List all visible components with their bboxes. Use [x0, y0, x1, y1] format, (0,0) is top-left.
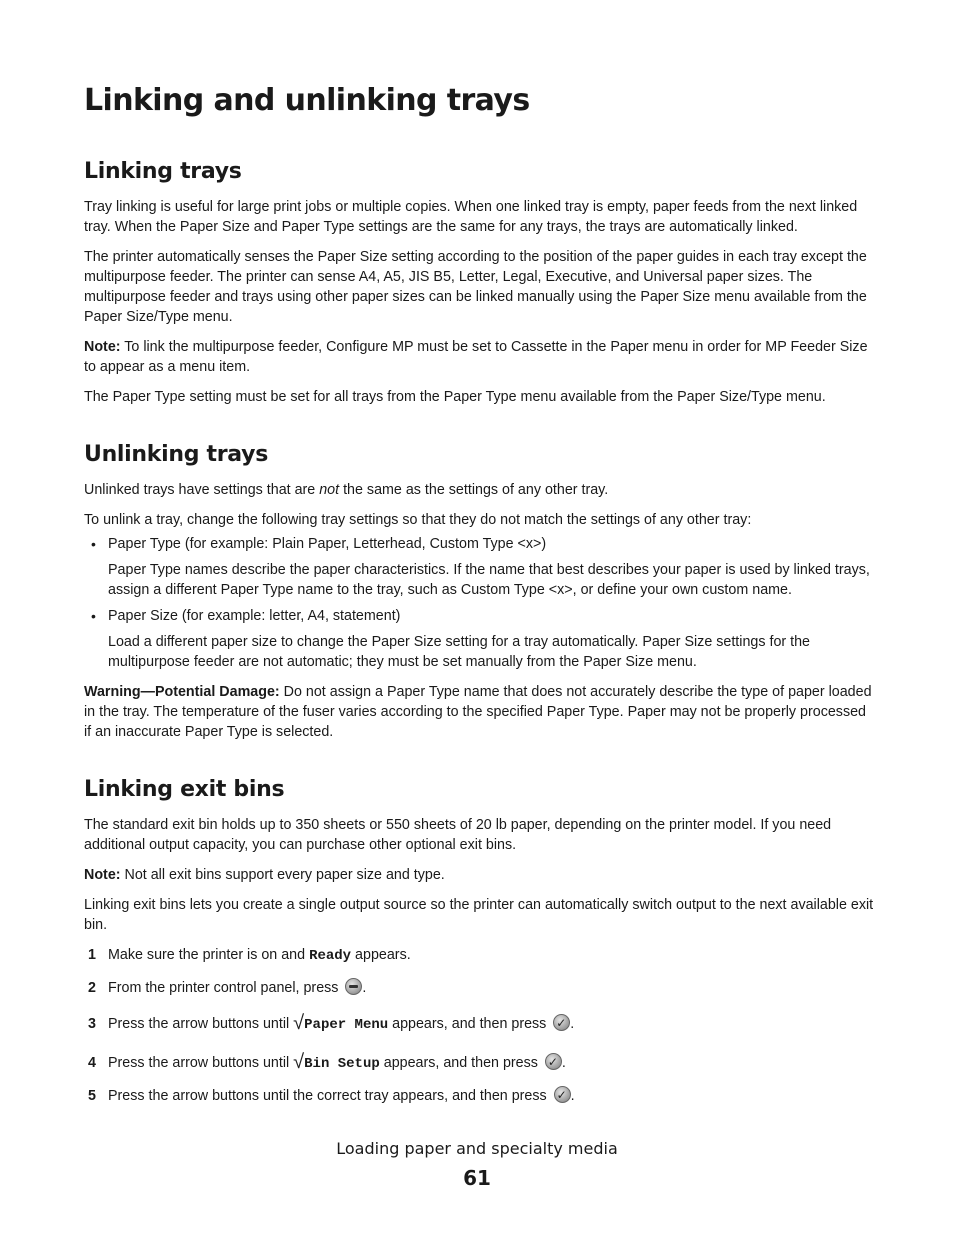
step-number: 3: [88, 1016, 96, 1032]
step-text: Make sure the printer is on and: [108, 947, 310, 963]
text: the same as the settings of any other tray.: [339, 482, 609, 498]
footer-section-title: Loading paper and specialty media: [336, 1139, 618, 1158]
checkmark-icon: √: [293, 1012, 305, 1034]
note-text: Not all exit bins support every paper size and type.: [120, 867, 445, 883]
step-text: Press the arrow buttons until: [108, 1016, 294, 1032]
bullet-list: [84, 534, 874, 672]
note-text: To link the multipurpose feeder, Configure MP must be set to Cassette in the Paper menu in order for MP Feeder Size to appear as a menu item.: [84, 339, 868, 375]
step-text: Press the arrow buttons until the correct tray appears, and then press: [108, 1088, 551, 1104]
note: [84, 865, 874, 885]
page-number: 61: [463, 1166, 491, 1190]
step-text: From the printer control panel, press: [108, 980, 343, 996]
paragraph: Tray linking is useful for large print jobs or multiple copies. When one linked tray is empty, paper feeds from the next linked tray. When the Paper Size and Paper Type settings are the same for any trays, the trays are automatically linked.: [84, 199, 858, 235]
text: Unlinked trays have settings that are: [84, 482, 320, 498]
paragraph: The standard exit bin holds up to 350 sheets or 550 sheets of 20 lb paper, depending on the printer model. If you need additional output capacity, you can purchase other optional exit bins.: [84, 817, 832, 853]
note-label: Note:: [84, 339, 121, 355]
step-text: .: [570, 1088, 575, 1104]
paragraph: To unlink a tray, change the following tray settings so that they do not match the settings of any other tray:: [84, 512, 752, 528]
list-item-detail: Load a different paper size to change the Paper Size setting for a tray automatically. Paper Size settings for the multipurpose feeder are not automatic; they must be set manually from the Paper Size menu.: [108, 634, 811, 670]
page-content: [84, 82, 874, 1118]
step-number: 1: [88, 947, 96, 963]
heading-linking-trays: Linking trays: [84, 159, 242, 184]
step-number: 4: [88, 1055, 96, 1071]
bullet: •: [91, 536, 96, 552]
step-2: [88, 978, 874, 998]
list-item: [91, 606, 874, 672]
list-item-detail: Paper Type names describe the paper characteristics. If the name that best describes your paper is used by linked trays, assign a different Paper Type name to the tray, such as Custom Type <x>, or define your own custom name.: [108, 562, 870, 598]
paragraph: The printer automatically senses the Paper Size setting according to the position of the paper guides in each tray except the multipurpose feeder. The printer can sense A4, A5, JIS B5, Letter, Legal, Executive, and Universal paper sizes. The multipurpose feeder and trays using other paper sizes can be linked manually using the Paper Size menu available from the Paper Size/Type menu.: [84, 249, 867, 325]
page-title: Linking and unlinking trays: [84, 83, 530, 118]
heading-unlinking-trays: Unlinking trays: [84, 442, 268, 467]
note: [84, 337, 874, 377]
step-text: .: [561, 1055, 566, 1071]
step-text: Press the arrow buttons until: [108, 1055, 294, 1071]
step-3: [88, 1012, 874, 1035]
heading-linking-exit-bins: Linking exit bins: [84, 777, 285, 802]
bullet: •: [91, 608, 96, 624]
step-number: 2: [88, 980, 96, 996]
select-button-icon: [554, 1086, 571, 1103]
list-item-title: Paper Size (for example: letter, A4, statement): [108, 608, 401, 624]
step-1: [88, 945, 874, 966]
step-text: appears.: [351, 947, 411, 963]
menu-item-name: Paper Menu: [304, 1017, 389, 1033]
select-button-icon: [553, 1014, 570, 1031]
warning-text: Do not assign a Paper Type name that does not accurately describe the type of paper loaded in the tray. The temperature of the fuser varies according to the specified Paper Type. Paper may not be properly processed if an inaccurate Paper Type is selected.: [84, 684, 872, 740]
note-label: Note:: [84, 867, 121, 883]
display-message: Ready: [309, 948, 352, 964]
paragraph: [84, 480, 874, 500]
warning: [84, 682, 874, 742]
select-button-icon: [545, 1053, 562, 1070]
list-item: [91, 534, 874, 600]
paragraph: The Paper Type setting must be set for all trays from the Paper Type menu available from the Paper Size/Type menu.: [84, 389, 826, 405]
emphasis: not: [319, 482, 340, 498]
step-text: .: [570, 1016, 575, 1032]
menu-button-icon: [345, 978, 362, 995]
step-number: 5: [88, 1088, 96, 1104]
step-5: [88, 1086, 874, 1106]
checkmark-icon: √: [293, 1051, 305, 1073]
step-list: [84, 945, 874, 1106]
step-text: appears, and then press: [379, 1055, 542, 1071]
step-text: .: [362, 980, 367, 996]
paragraph: Linking exit bins lets you create a single output source so the printer can automatically switch output to the next available exit bin.: [84, 897, 874, 933]
step-4: [88, 1051, 874, 1074]
menu-item-name: Bin Setup: [304, 1056, 380, 1072]
warning-label: Warning—Potential Damage:: [84, 684, 280, 700]
step-text: appears, and then press: [388, 1016, 551, 1032]
list-item-title: Paper Type (for example: Plain Paper, Letterhead, Custom Type <x>): [108, 536, 547, 552]
